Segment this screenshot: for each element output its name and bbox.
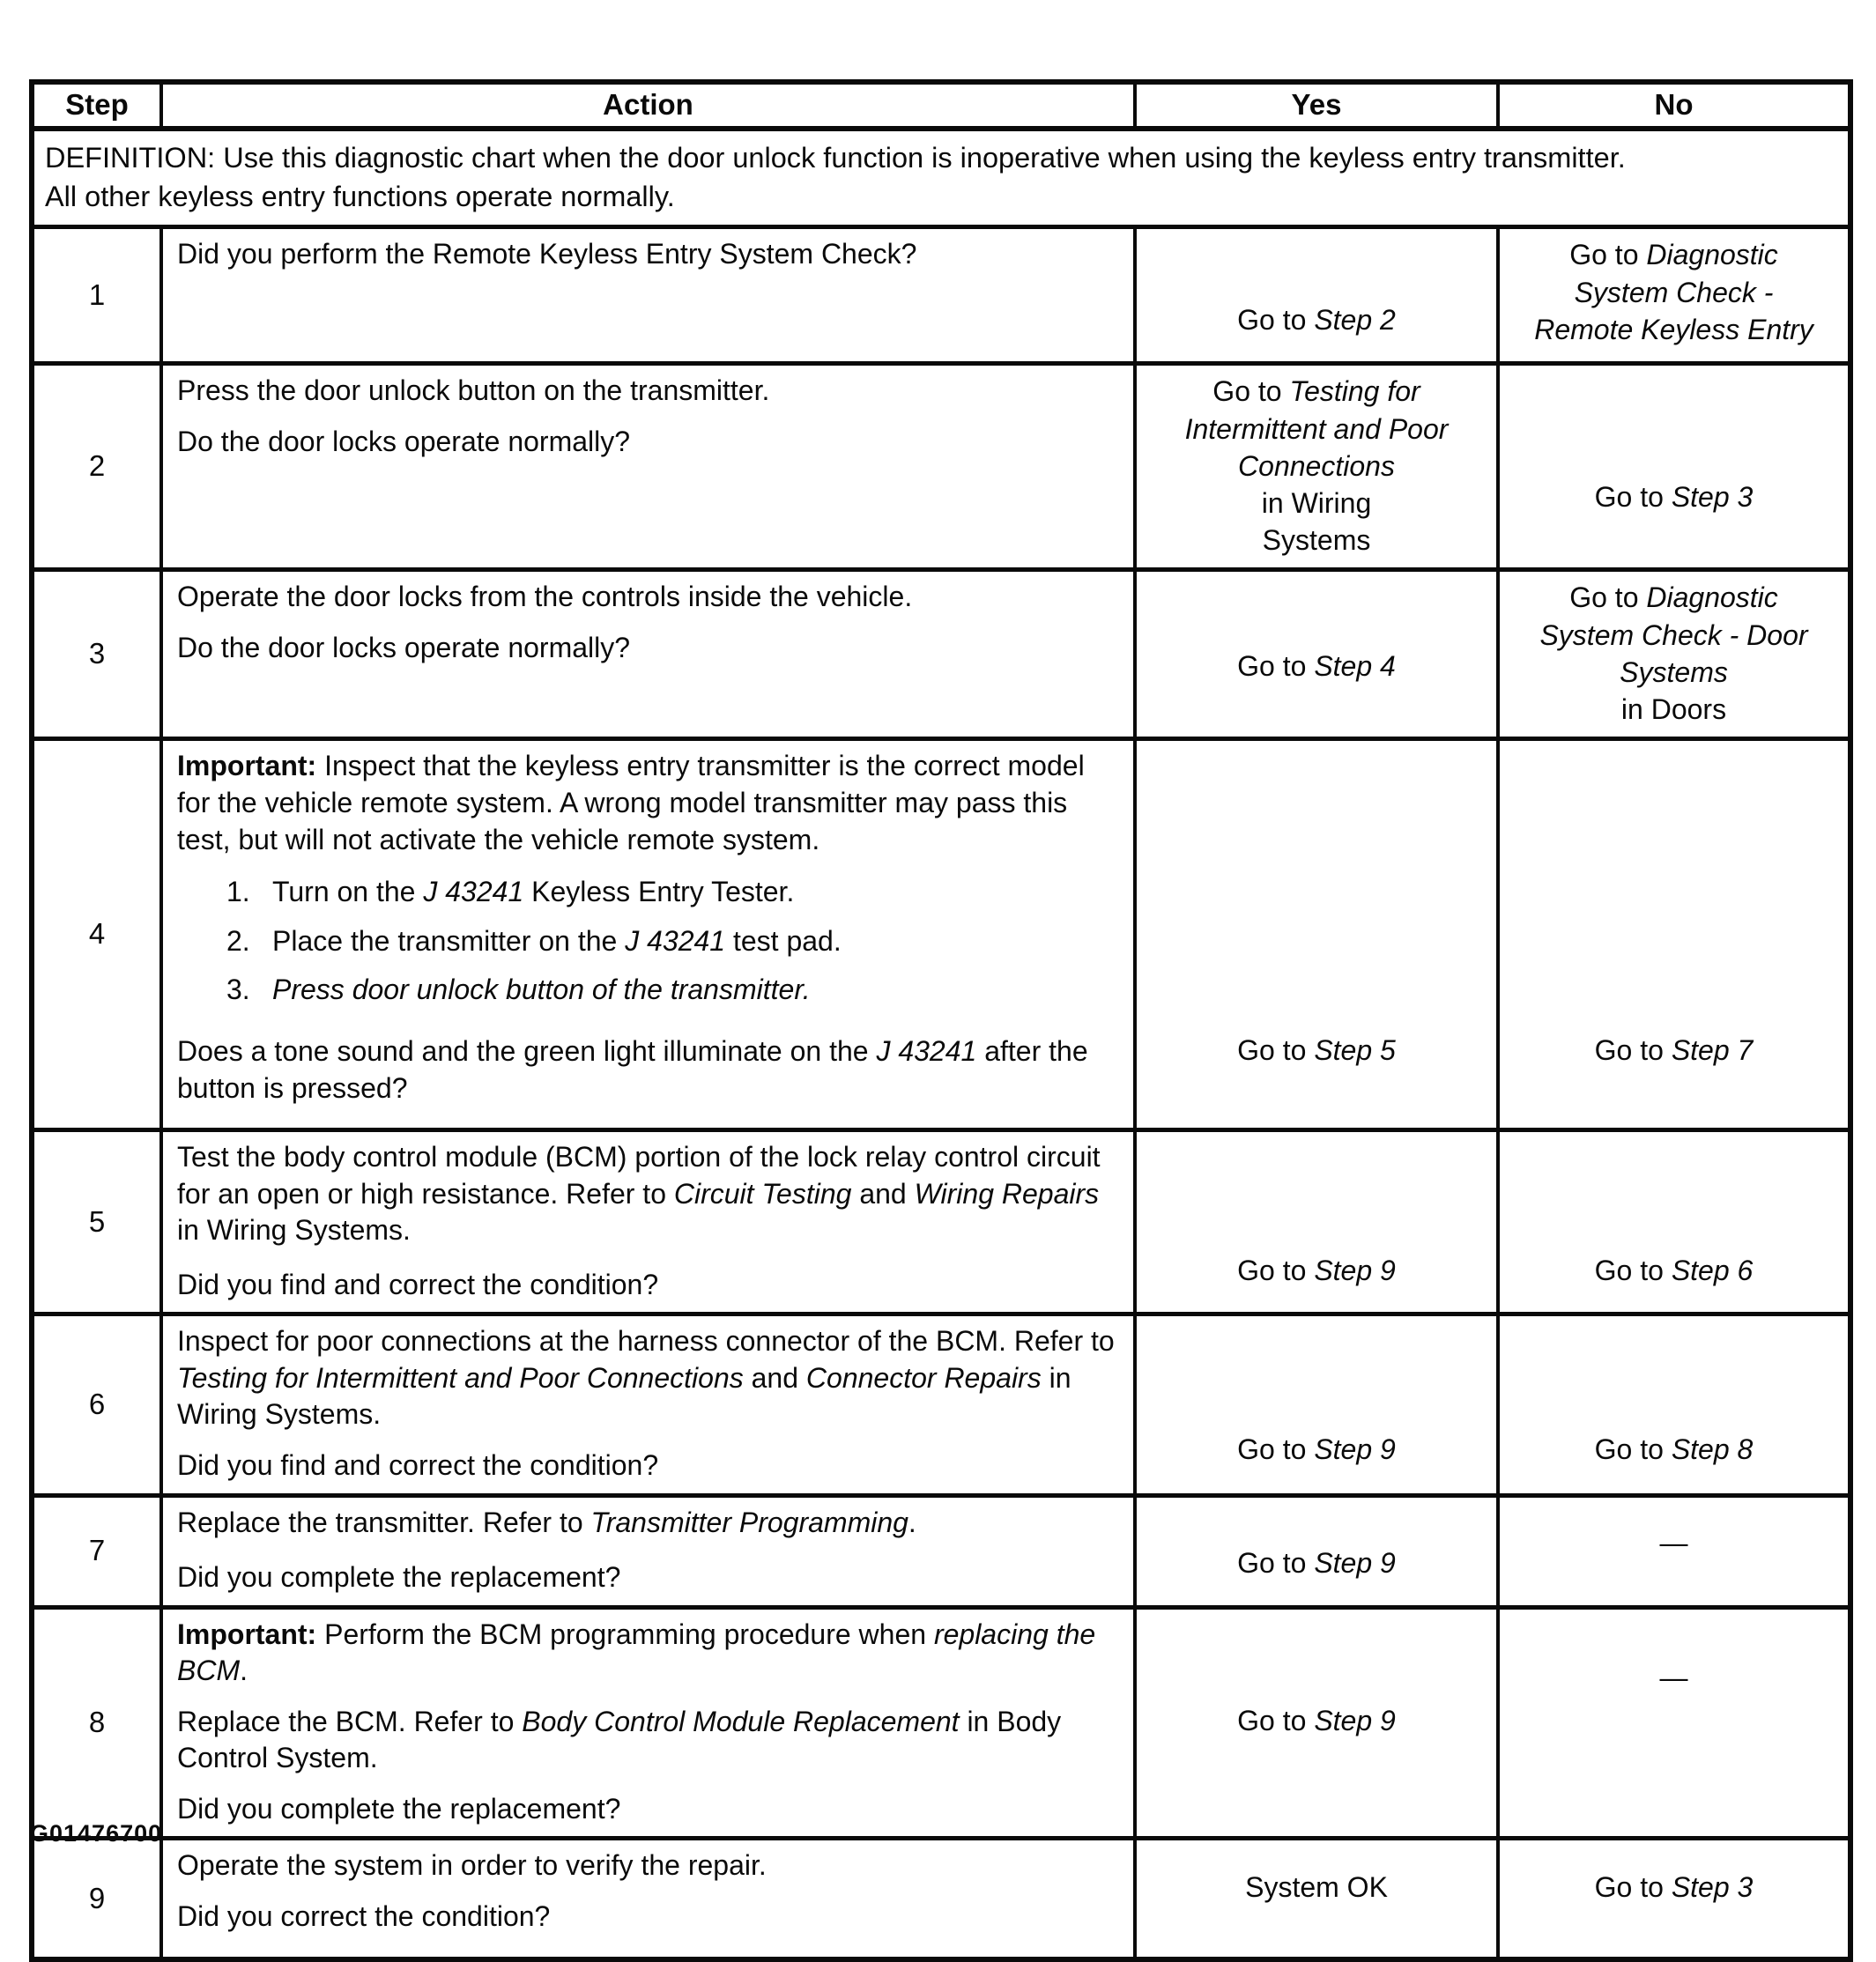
text-run: and (851, 1177, 915, 1210)
result-line (1507, 691, 1841, 728)
action-cell (161, 1495, 1135, 1607)
text-run: Step 2 (1314, 304, 1396, 337)
text-run: Turn on the (272, 876, 424, 908)
yes-cell-content (1137, 1316, 1496, 1477)
text-run: in Wiring Systems. (177, 1361, 1071, 1431)
action-paragraph (177, 236, 1121, 273)
table-row (32, 1839, 1850, 1959)
no-cell (1498, 1839, 1850, 1959)
yes-cell (1135, 1607, 1498, 1839)
list-number: 2. (226, 924, 250, 957)
yes-cell (1135, 1495, 1498, 1607)
step-cell: 6 (32, 1314, 161, 1495)
text-run: Do the door locks operate normally? (177, 632, 631, 664)
text-run: Operate the door locks from the controls inside the vehicle. (177, 581, 913, 613)
text-run: Inspect for poor connections at the harness connector of the BCM. Refer to (177, 1325, 1115, 1358)
text-run: Go to (1569, 581, 1647, 614)
text-run: Circuit Testing (673, 1177, 852, 1210)
no-cell (1498, 1314, 1850, 1495)
text-run: Step 4 (1314, 650, 1396, 683)
text-run: Go to (1237, 1254, 1315, 1286)
text-run: System Check - (1574, 276, 1774, 308)
result-line (1144, 1032, 1489, 1069)
table-row (32, 570, 1850, 739)
text-run: Step 6 (1671, 1254, 1754, 1286)
text-run: Connector Repairs (805, 1361, 1042, 1394)
result-line (1144, 522, 1489, 559)
action-cell (161, 227, 1135, 364)
result-line (1144, 448, 1489, 485)
result-line (1507, 617, 1841, 654)
text-run: Did you find and correct the condition? (177, 1268, 659, 1300)
text-run: J 43241 (625, 924, 726, 957)
list-number: 3. (226, 974, 250, 1006)
action-paragraph (177, 1899, 1121, 1936)
header-yes: Yes (1135, 82, 1498, 129)
result-line (1507, 311, 1841, 348)
text-run: Testing for Intermittent and Poor Connections (177, 1361, 744, 1394)
text-run: Intermittent and Poor (1184, 412, 1449, 445)
result-line (1507, 1659, 1841, 1696)
step-cell: 3 (32, 570, 161, 739)
yes-cell-content (1137, 1610, 1496, 1749)
action-cell (161, 1607, 1135, 1839)
no-cell (1498, 1130, 1850, 1314)
result-line (1507, 236, 1841, 273)
header-no: No (1498, 82, 1850, 129)
text-run: Go to (1212, 375, 1290, 408)
text-run: in Doors (1620, 693, 1727, 726)
no-cell-content (1500, 1610, 1848, 1749)
action-cell (161, 739, 1135, 1130)
step-cell: 2 (32, 364, 161, 570)
text-run: Perform the BCM programming procedure when (316, 1618, 934, 1650)
action-paragraph (177, 1447, 1121, 1484)
text-run: Inspect that the keyless entry transmitter is the correct model for the vehicle remote system. A wrong model transmitter may pass this test, but will not activate the vehicle remote system. (177, 750, 1085, 855)
text-run: Remote Keyless Entry (1534, 313, 1813, 345)
result-line (1144, 1702, 1489, 1739)
list-item (177, 923, 1121, 960)
action-paragraph (177, 1704, 1121, 1777)
no-cell-content (1500, 1840, 1848, 1914)
step-cell: 4 (32, 739, 161, 1130)
text-run: Replace the BCM. Refer to (177, 1705, 523, 1737)
text-run: Body Control Module Replacement (522, 1705, 960, 1737)
text-run: Did you find and correct the condition? (177, 1448, 659, 1481)
result-line (1144, 1252, 1489, 1289)
action-paragraph (177, 579, 1121, 616)
text-run: Test the body control module (BCM) portion of the lock relay control circuit for an open or high resistance. Refer to (177, 1141, 1101, 1210)
text-run: replacing the BCM (177, 1618, 1096, 1687)
text-run: Step 3 (1671, 1871, 1754, 1904)
text-run: Testing for (1289, 375, 1420, 408)
table-row (32, 364, 1850, 570)
table-row (32, 1314, 1850, 1495)
yes-cell-content (1137, 572, 1496, 693)
action-paragraph (177, 1323, 1121, 1433)
table-row (32, 227, 1850, 364)
text-run: Go to (1569, 239, 1647, 271)
result-line (1507, 1032, 1841, 1069)
text-run: Go to (1594, 1034, 1672, 1067)
text-run: Important: (177, 1618, 317, 1650)
text-run: Did you complete the replacement? (177, 1792, 621, 1825)
yes-cell-content (1137, 1498, 1496, 1591)
text-run: Go to (1237, 650, 1315, 683)
no-cell (1498, 570, 1850, 739)
text-run: System OK (1245, 1871, 1388, 1904)
text-run: Go to (1237, 304, 1315, 337)
result-line (1144, 648, 1489, 685)
no-cell-content (1500, 229, 1848, 357)
text-run: Systems (1620, 655, 1728, 688)
definition-line-1: DEFINITION: Use this diagnostic chart when the door unlock function is inoperative when using the keyless entry transmitter. (45, 141, 1626, 174)
text-run: after the button is pressed? (177, 1034, 1088, 1104)
text-run: Did you correct the condition? (177, 1900, 551, 1933)
definition-line-2: All other keyless entry functions operate normally. (45, 181, 675, 213)
text-run: in Body Control System. (177, 1705, 1062, 1774)
action-paragraph (177, 1559, 1121, 1596)
result-line (1507, 1869, 1841, 1906)
action-content (177, 373, 1121, 531)
text-run: J 43241 (423, 876, 524, 908)
no-cell-content (1500, 741, 1848, 1077)
list-item (177, 972, 1121, 1009)
text-run: in Wiring (1261, 486, 1372, 519)
text-run: test pad. (725, 924, 842, 957)
text-run: Step 9 (1314, 1254, 1396, 1286)
table-row (32, 1130, 1850, 1314)
action-cell (161, 1130, 1135, 1314)
result-line (1507, 478, 1841, 515)
action-content (177, 579, 1121, 700)
numbered-list (177, 874, 1121, 1021)
action-content (177, 748, 1121, 1121)
text-run: Go to (1237, 1433, 1315, 1465)
action-cell (161, 570, 1135, 739)
no-cell (1498, 1495, 1850, 1607)
action-paragraph (177, 1617, 1121, 1690)
yes-cell-content (1137, 366, 1496, 567)
text-run: Press door unlock button of the transmitter. (272, 974, 811, 1006)
action-paragraph (177, 1267, 1121, 1304)
text-run: J 43241 (876, 1034, 977, 1067)
figure-id: G01476700 (30, 1820, 163, 1847)
text-run: Go to (1594, 1433, 1672, 1465)
text-run: Go to (1594, 1871, 1672, 1904)
action-content (177, 1505, 1121, 1598)
action-content (177, 1323, 1121, 1485)
text-run: Connections (1238, 449, 1395, 482)
text-run: Diagnostic (1646, 581, 1778, 614)
yes-cell-content (1137, 229, 1496, 347)
no-cell (1498, 227, 1850, 364)
list-text (272, 972, 811, 1009)
result-line (1507, 1524, 1841, 1561)
step-cell: 7 (32, 1495, 161, 1607)
text-run: Step 7 (1671, 1034, 1754, 1067)
text-run: Diagnostic (1646, 239, 1778, 271)
yes-cell (1135, 1839, 1498, 1959)
text-run: System Check - Door (1539, 618, 1808, 651)
no-cell (1498, 1607, 1850, 1839)
text-run: Step 5 (1314, 1034, 1396, 1067)
yes-cell (1135, 570, 1498, 739)
action-paragraph (177, 630, 1121, 667)
text-run: Did you complete the replacement? (177, 1560, 621, 1593)
header-step: Step (32, 82, 161, 129)
table-row (32, 1495, 1850, 1607)
no-cell-content (1500, 1316, 1848, 1477)
result-line (1507, 1431, 1841, 1468)
yes-cell-content (1137, 1132, 1496, 1298)
text-run: Step 8 (1671, 1433, 1754, 1465)
text-run: Step 9 (1314, 1433, 1396, 1465)
step-cell: 1 (32, 227, 161, 364)
list-text (272, 923, 842, 960)
action-content (177, 1847, 1121, 1949)
text-run: Keyless Entry Tester. (523, 876, 795, 908)
text-run: and (743, 1361, 806, 1394)
text-run: in Wiring Systems. (177, 1214, 411, 1247)
definition-row (32, 129, 1850, 227)
result-line (1144, 1544, 1489, 1581)
list-number: 1. (226, 876, 250, 908)
list-item (177, 874, 1121, 911)
action-cell (161, 1839, 1135, 1959)
no-cell-content (1500, 572, 1848, 737)
text-run: Does a tone sound and the green light illuminate on the (177, 1034, 877, 1067)
yes-cell (1135, 227, 1498, 364)
yes-cell (1135, 1314, 1498, 1495)
text-run: — (1659, 1527, 1688, 1559)
text-run: Go to (1237, 1034, 1315, 1067)
text-run: Transmitter Programming (590, 1506, 908, 1538)
yes-cell (1135, 739, 1498, 1130)
action-cell (161, 364, 1135, 570)
result-line (1144, 1431, 1489, 1468)
action-paragraph (177, 1139, 1121, 1249)
no-cell-content (1500, 1132, 1848, 1298)
yes-cell (1135, 364, 1498, 570)
text-run: Place the transmitter on the (272, 924, 626, 957)
text-run: Go to (1237, 1705, 1315, 1737)
text-run: Important: (177, 750, 317, 782)
yes-cell-content (1137, 741, 1496, 1077)
result-line (1144, 411, 1489, 448)
list-text (272, 874, 794, 911)
result-line (1507, 1252, 1841, 1289)
result-line (1144, 301, 1489, 338)
action-paragraph (177, 424, 1121, 461)
text-run: Operate the system in order to verify the repair. (177, 1849, 767, 1882)
text-run: Press the door unlock button on the transmitter. (177, 374, 770, 407)
text-run: Systems (1262, 524, 1371, 557)
no-cell-content (1500, 1498, 1848, 1591)
action-paragraph (177, 1033, 1121, 1107)
step-cell: 5 (32, 1130, 161, 1314)
action-content (177, 236, 1121, 354)
result-line (1144, 373, 1489, 410)
header-row (32, 82, 1850, 129)
result-line (1507, 579, 1841, 616)
action-paragraph (177, 748, 1121, 858)
table-row (32, 739, 1850, 1130)
action-paragraph (177, 373, 1121, 410)
action-cell (161, 1314, 1135, 1495)
yes-cell-content (1137, 1840, 1496, 1914)
action-paragraph (177, 1505, 1121, 1542)
result-line (1144, 485, 1489, 522)
no-cell (1498, 364, 1850, 570)
text-run: Step 9 (1314, 1705, 1396, 1737)
text-run: Go to (1237, 1547, 1315, 1580)
no-cell-content (1500, 366, 1848, 524)
definition-cell (32, 129, 1850, 227)
table-row (32, 1607, 1850, 1839)
text-run: . (240, 1655, 248, 1687)
action-content (177, 1139, 1121, 1305)
yes-cell (1135, 1130, 1498, 1314)
diagnostic-table (29, 79, 1853, 1962)
text-run: Replace the transmitter. Refer to (177, 1506, 591, 1538)
text-run: Step 3 (1671, 481, 1754, 514)
step-cell: 8 (32, 1607, 161, 1839)
action-content (177, 1617, 1121, 1830)
text-run: Step 9 (1314, 1547, 1396, 1580)
header-action: Action (161, 82, 1135, 129)
step-cell: 9 (32, 1839, 161, 1959)
text-run: — (1659, 1662, 1688, 1694)
result-line (1144, 1869, 1489, 1906)
text-run: Did you perform the Remote Keyless Entry System Check? (177, 238, 917, 270)
text-run: Do the door locks operate normally? (177, 425, 631, 457)
action-paragraph (177, 1791, 1121, 1828)
text-run: Go to (1594, 481, 1672, 514)
result-line (1507, 654, 1841, 691)
no-cell (1498, 739, 1850, 1130)
text-run: Go to (1594, 1254, 1672, 1286)
result-line (1507, 274, 1841, 311)
action-paragraph (177, 1847, 1121, 1884)
text-run: . (908, 1506, 916, 1538)
text-run: Wiring Repairs (914, 1177, 1100, 1210)
